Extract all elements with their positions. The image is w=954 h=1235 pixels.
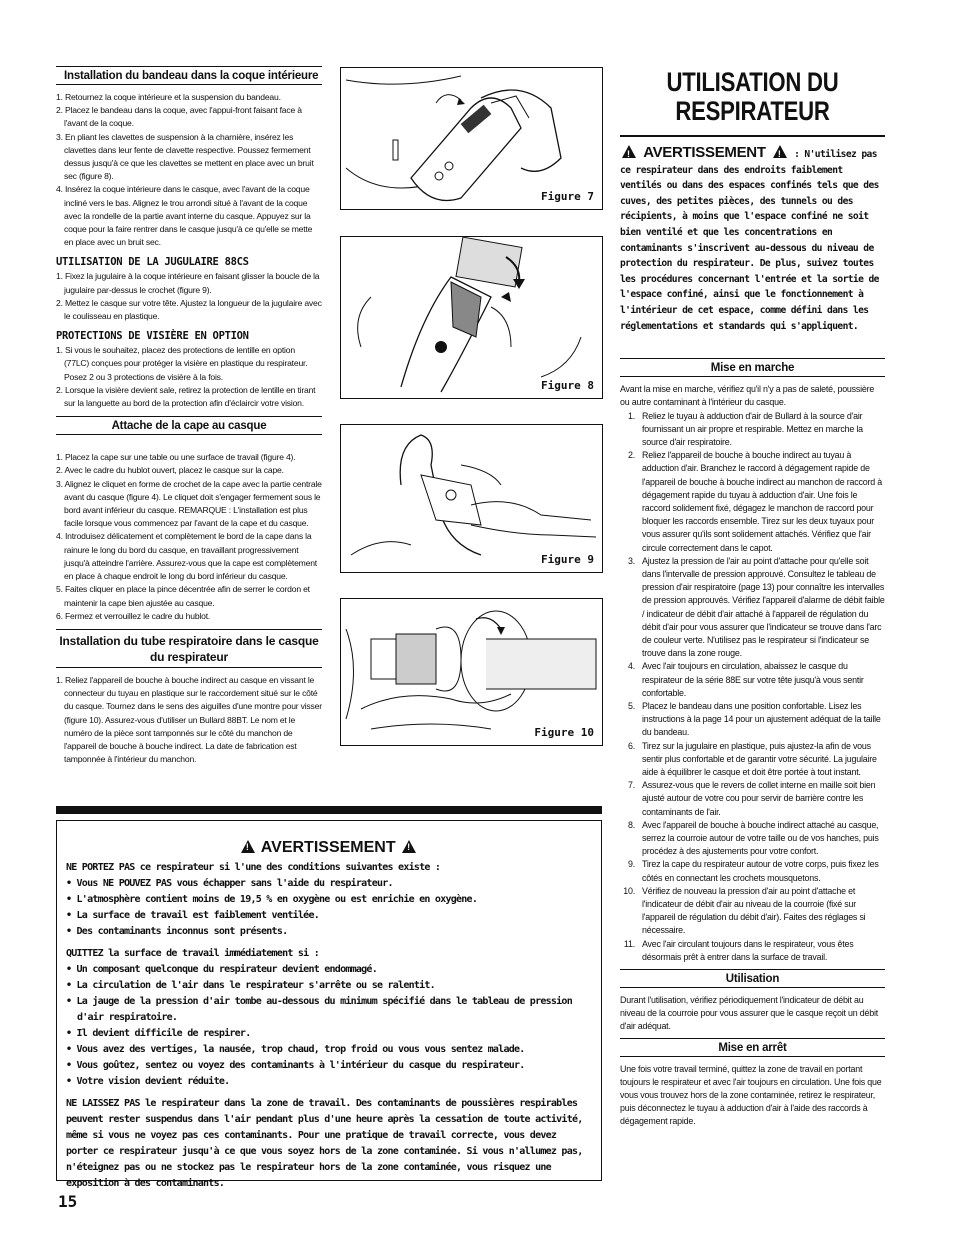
list-number: 4. bbox=[627, 661, 635, 672]
list-item: 5. Faites cliquer en place la pince décentrée afin de serrer le cordon et maintenir la cape bien ajustée au casque. bbox=[56, 584, 310, 608]
list-item: 1. Fixez la jugulaire à la coque intérieure en faisant glisser la boucle de la jugulaire par-dessus le crochet (figure 9). bbox=[56, 271, 320, 295]
list-text: Placez le bandeau dans une position confortable. Lisez les instructions à la page 14 pour un ajustement adéquat de la taille du bandeau. bbox=[642, 701, 881, 738]
list-item bbox=[620, 700, 885, 740]
warning-intro: NE PORTEZ PAS ce respirateur si l'une des conditions suivantes existe : bbox=[66, 862, 441, 873]
list-number: 2. bbox=[627, 450, 635, 461]
list-item: • Votre vision devient réduite. bbox=[66, 1076, 230, 1087]
list-item: 1. Reliez l'appareil de bouche à bouche indirect au casque en vissant le connecteur du tuyau en plastique sur le raccordement situé sur le côté du casque. Tournez dans le sens des aiguilles d'une montre pour visser (figure 10). Assurez-vous d'utiliser un Bullard 88BT. Le nom et le numéro de la pièce sont tamponnés sur le côté du manchon de l'appareil de bouche à bouche indirect. La date de fabrication est tamponnée à l'intérieur du manchon. bbox=[56, 674, 322, 765]
list-item: 2. Avec le cadre du hublot ouvert, placez le casque sur la cape. bbox=[56, 465, 284, 476]
mise-en-marche-intro: Avant la mise en marche, vérifiez qu'il n'y a pas de saleté, poussière ou autre contaminant à l'intérieur du casque. bbox=[620, 384, 875, 408]
figure-8-caption: Figure 8 bbox=[541, 379, 594, 392]
warning-icon bbox=[773, 145, 787, 158]
figure-7-illustration bbox=[341, 68, 601, 208]
list-item: 1. Placez la cape sur une table ou une surface de travail (figure 4). bbox=[56, 452, 296, 463]
list-item: 3. En pliant les clavettes de suspension à la charnière, insérez les clavettes dans leur fente de clavette respective. Poussez fermement dessus jusqu'à ce que les clavettes se mettent en place avec un bruit sec (figure 8). bbox=[56, 131, 314, 182]
list-item: 2. Placez le bandeau dans la coque, avec l'appui-front faisant face à l'avant de la coque. bbox=[56, 105, 302, 129]
list-item: 1. Retournez la coque intérieure et la suspension du bandeau. bbox=[56, 92, 281, 102]
list-item bbox=[620, 449, 885, 555]
list-number: 7. bbox=[627, 780, 635, 791]
list-number: 1. bbox=[627, 410, 635, 421]
warning-box-title bbox=[66, 839, 591, 857]
section-title-bandeau: Installation du bandeau dans la coque intérieure bbox=[56, 66, 322, 85]
page-title-line-1: UTILISATION DU bbox=[666, 67, 839, 97]
warning-box bbox=[56, 820, 602, 1189]
list-item: • Vous avez des vertiges, la nausée, trop chaud, trop froid ou vous vous sentez malade. bbox=[66, 1044, 525, 1055]
list-item: • La jauge de la pression d'air tombe au-dessous du minimum spécifié dans le tableau de pression d'air respiratoire. bbox=[66, 996, 572, 1023]
list-item: • Vous NE POUVEZ PAS vous échapper sans l'aide du respirateur. bbox=[66, 878, 393, 889]
list-item bbox=[620, 885, 885, 938]
warning-intro: QUITTEZ la surface de travail immédiatement si : bbox=[66, 948, 319, 959]
list-number: 5. bbox=[627, 701, 635, 711]
list-text: Vérifiez de nouveau la pression d'air au point d'attache et l'indicateur de débit d'air au niveau de la courroie (fixé sur l'appareil de régulation du débit d'air). Faites des réglages si nécessaire. bbox=[642, 885, 866, 936]
list-text: Reliez l'appareil de bouche à bouche indirect au tuyau à adduction d'air. Branchez le raccord à dégagement rapide de l'appareil de bouche à bouche indirect au manchon de raccord à dégagement rapide du tuyau à adduction d'air. Une fois le raccord solidement fixé, dégagez le manchon de raccord pour bloquer les raccords ensemble. Tirez sur les deux tuyaux pour vous assurer qu'ils sont solidement attachés. Vérifiez que l'air circule correctement dans le capot. bbox=[642, 450, 882, 553]
tube-steps bbox=[56, 674, 322, 766]
list-item: • La circulation de l'air dans le respirateur s'arrête ou se ralentit. bbox=[66, 980, 435, 991]
list-item: • La surface de travail est faiblement ventilée. bbox=[66, 910, 319, 921]
left-column bbox=[56, 66, 322, 766]
list-item: • L'atmosphère contient moins de 19,5 % en oxygène ou est enrichie en oxygène. bbox=[66, 894, 478, 905]
list-number: 11. bbox=[623, 938, 635, 949]
list-number: 6. bbox=[627, 740, 635, 751]
mise-en-arret-text: Une fois votre travail terminé, quittez la zone de travail en portant toujours le respirateur et avec l'air toujours en circulation. Une fois que vous vous trouvez hors de la zone contaminée, retirez le respirateur, puis déconnectez le tuyau à adduction d'air à l'aide des raccords à dégagement rapide. bbox=[620, 1063, 882, 1127]
list-text: Avec l'air toujours en circulation, abaissez le casque du respirateur de la série 88E sur votre tête jusqu'à vous sentir confortable. bbox=[642, 661, 864, 698]
bandeau-steps bbox=[56, 91, 322, 249]
list-text: Avec l'air circulant toujours dans le respirateur, vous êtes désormais prêt à entrer dans la surface de travail. bbox=[642, 938, 854, 962]
list-number: 9. bbox=[627, 859, 635, 870]
page-title-line-2: RESPIRATEUR bbox=[675, 96, 830, 126]
figure-7 bbox=[340, 67, 603, 210]
list-number: 10. bbox=[623, 885, 635, 896]
section-title-mise-en-arret: Mise en arrêt bbox=[620, 1038, 885, 1057]
figure-10-caption: Figure 10 bbox=[534, 726, 594, 739]
section-title-jugulaire: UTILISATION DE LA JUGULAIRE 88CS bbox=[56, 256, 249, 269]
warning-closing: NE LAISSEZ PAS le respirateur dans la zone de travail. Des contaminants de poussières respirables peuvent rester suspendus dans l'air pendant plus d'une heure après la cessation de toute activité, même si vous ne voyez pas ces contaminants. Pour une pratique de travail correcte, vous devez porter ce respirateur jusqu'à ce que vous soyez hors de la zone contaminée. Si vous n'allumez pas, n'éteignez pas ou ne stockez pas le respirateur hors de la zone contaminée, vous risquez une exposition à des contaminants. bbox=[66, 1098, 583, 1189]
figure-9 bbox=[340, 424, 603, 573]
warning-icon bbox=[402, 840, 416, 853]
figure-9-caption: Figure 9 bbox=[541, 553, 594, 566]
list-item bbox=[620, 938, 885, 964]
list-item: • Des contaminants inconnus sont présents. bbox=[66, 926, 288, 937]
list-text: Ajustez la pression de l'air au point d'attache pour qu'elle soit dans l'intervalle de pression approuvé. Consultez le tableau de pression d'air respiratoire (page 13) pour connaître les intervalles de pression approuvés. Vérifiez l'appareil d'alarme de débit faible / indicateur de débit d'air attaché à l'appareil de régulation du débit d'air pour vous assurer que l'indicateur se trouve dans l'arc de couleur verte. N'utilisez pas le respirateur si l'indicateur se trouve dans la zone rouge. bbox=[642, 555, 885, 659]
list-item: 2. Lorsque la visière devient sale, retirez la protection de lentille en tirant sur la languette au bord de la protection afin d'éclaircir votre vision. bbox=[56, 384, 316, 409]
list-item: • Il devient difficile de respirer. bbox=[66, 1028, 251, 1039]
list-text: Reliez le tuyau à adduction d'air de Bullard à la source d'air fournissant un air propre et respirable. Mettez en marche la source d'air respiratoire. bbox=[642, 410, 863, 447]
warning-text: : N'utilisez pas ce respirateur dans des endroits faiblement ventilés ou dans des espaces confinés tels que des cuves, des petites pièces, des tunnels ou des récipients, à moins que l'espace confiné ne soit bien ventilé et que les concentrations en contaminants s'inscrivent au-dessous du niveau de protection du respirateur. De plus, suivez toutes les procédures concernant l'entrée et la sortie de l'espace confiné, ainsi que le fonctionnement à l'intérieur de cet espace, comme défini dans les réglementations et standards qui s'appliquent. bbox=[620, 149, 879, 332]
list-item: 2. Mettez le casque sur votre tête. Ajustez la longueur de la jugulaire avec le coulisseau en plastique. bbox=[56, 297, 322, 322]
list-item bbox=[620, 779, 885, 819]
right-column bbox=[620, 66, 885, 1129]
list-number: 3. bbox=[627, 555, 635, 566]
list-item bbox=[620, 858, 885, 884]
list-item: • Vous goûtez, sentez ou voyez des contaminants à l'intérieur du casque du respirateur. bbox=[66, 1060, 525, 1071]
list-text: Assurez-vous que le revers de collet interne en maille soit bien ajusté autour de votre cou pour servir de barrière contre les contaminants de l'air. bbox=[642, 780, 876, 817]
confined-space-warning bbox=[620, 145, 885, 334]
list-item: • Un composant quelconque du respirateur devient endommagé. bbox=[66, 964, 377, 975]
list-item: 3. Alignez le cliquet en forme de crochet de la cape avec la partie centrale avant du casque (figure 4). Le cliquet doit s'engager fermement sous le bord avant inférieur du casque. REMARQUE : L'installation est plus facile lorsque vous commencez par l'avant de la cape et du casque. bbox=[56, 478, 322, 529]
list-item bbox=[620, 740, 885, 780]
list-item: 4. Insérez la coque intérieure dans le casque, avec l'avant de la coque incliné vers le bas. Alignez le trou arrondi situé à l'avant de la coque avec la rondelle de la partie avant interne du casque. Appuyez sur la coque pour la faire rentrer dans le casque jusqu'à ce qu'elle se mette en place avec un bruit sec. bbox=[56, 184, 313, 248]
warning-icon bbox=[241, 840, 255, 853]
list-item bbox=[620, 410, 885, 450]
divider bbox=[56, 806, 602, 814]
jugulaire-steps bbox=[56, 270, 322, 323]
section-title-cape: Attache de la cape au casque bbox=[56, 416, 322, 435]
section-title-mise-en-marche: Mise en marche bbox=[620, 358, 885, 377]
warning-label: AVERTISSEMENT bbox=[643, 144, 766, 161]
warning-box-title-text: AVERTISSEMENT bbox=[260, 839, 396, 856]
warning-icon bbox=[622, 145, 636, 158]
cape-steps bbox=[56, 451, 322, 623]
utilisation-text: Durant l'utilisation, vérifiez périodiquement l'indicateur de débit au niveau de la courroie pour vous assurer que le casque reçoit un débit d'air adéquat. bbox=[620, 995, 879, 1032]
mise-en-marche-steps bbox=[620, 410, 885, 965]
section-title-tube: Installation du tube respiratoire dans le casque du respirateur bbox=[56, 629, 322, 668]
list-text: Avec l'appareil de bouche à bouche indirect attaché au casque, serrez la courroie autour de votre taille ou de vos hanches, puis procédez à des ajustements pour votre confort. bbox=[642, 819, 879, 857]
list-number: 8. bbox=[627, 819, 635, 830]
list-text: Tirez la cape du respirateur autour de votre corps, puis fixez les côtés en connectant les crochets mousquetons. bbox=[642, 859, 879, 883]
page-title bbox=[644, 66, 861, 132]
list-item bbox=[620, 555, 885, 661]
figure-7-caption: Figure 7 bbox=[541, 190, 594, 203]
section-title-visiere: PROTECTIONS DE VISIÈRE EN OPTION bbox=[56, 330, 249, 343]
page-number: 15 bbox=[58, 1192, 78, 1211]
list-item: 4. Introduisez délicatement et complètement le bord de la cape dans la rainure le long du bord du casque, en travaillant progressivement jusqu'à atteindre l'arrière. Assurez-vous que la cape est complètement en place à chaque endroit le long du bord inférieur du casque. bbox=[56, 531, 317, 582]
visiere-steps bbox=[56, 344, 322, 410]
figure-8-illustration bbox=[341, 237, 601, 397]
list-item bbox=[620, 819, 885, 859]
list-text: Tirez sur la jugulaire en plastique, puis ajustez-la afin de vous sentir plus confortable et de garantir votre sécurité. La jugulaire aide à équilibrer le casque et doit être portée à tout instant. bbox=[642, 740, 877, 778]
list-item bbox=[620, 660, 885, 700]
figure-10-illustration bbox=[341, 599, 601, 744]
figure-8 bbox=[340, 236, 603, 399]
list-item: 6. Fermez et verrouillez le cadre du hublot. bbox=[56, 610, 211, 621]
figure-9-illustration bbox=[341, 425, 601, 571]
divider bbox=[620, 135, 885, 137]
warning-box-text bbox=[66, 860, 591, 1192]
figure-10 bbox=[340, 598, 603, 746]
list-item: 1. Si vous le souhaitez, placez des protections de lentille en option (77LC) conçues pour protéger la visière en plastique du respirateur. Posez 2 ou 3 protections de visière à la fois. bbox=[56, 345, 308, 382]
section-title-utilisation: Utilisation bbox=[620, 969, 885, 988]
